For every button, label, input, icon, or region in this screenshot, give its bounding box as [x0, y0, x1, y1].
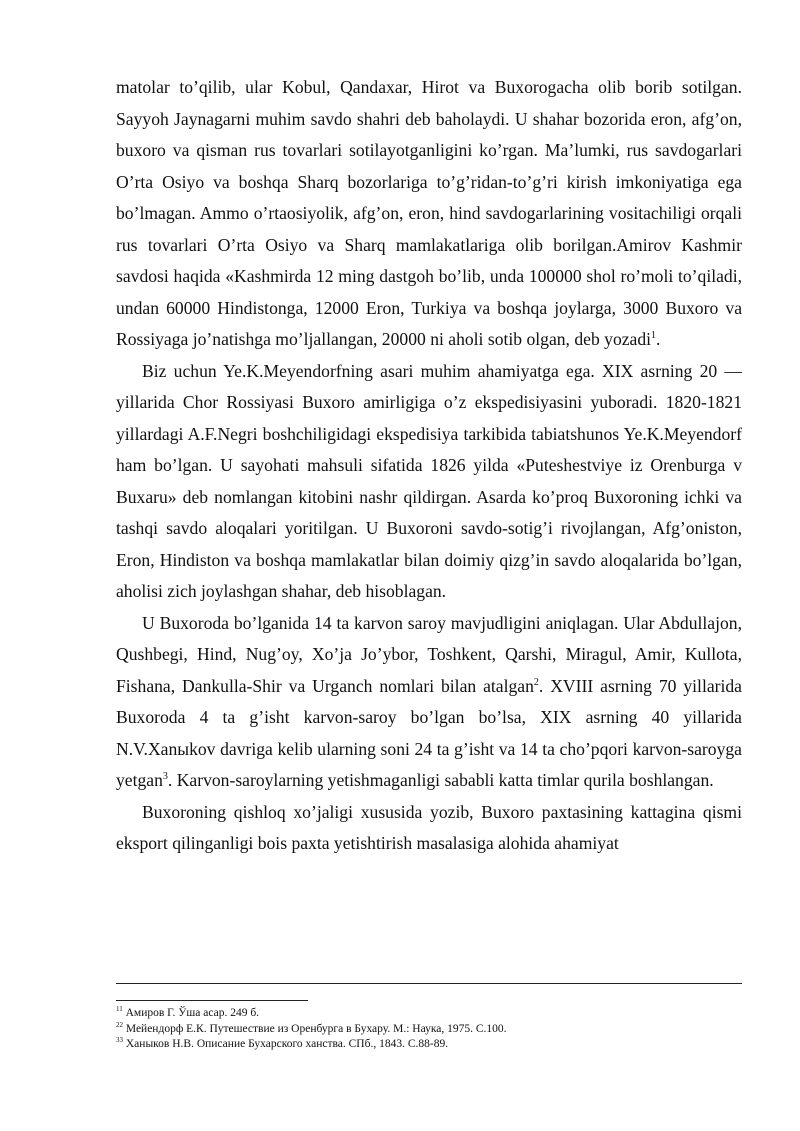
paragraph-1 — [116, 72, 742, 356]
footnote-text: Амиров Г. Ўша асар. 249 б. — [125, 1007, 260, 1019]
body-bottom-rule — [116, 983, 742, 984]
footnote-marker: 33 — [116, 1036, 123, 1045]
paragraph-1-text: matolar to’qilib, ular Kobul, Qandaxar, Hirot va Buxorogacha olib borib sotilgan. Sayyoh Jaynagarni muhim savdo shahri deb baholaydi. U shahar bozorida eron, afg’on, buxoro va qisman rus tovarlari sotilayotganligini ko’rgan. Ma’lumki, rus savdogarlari O’rta Osiyo va boshqa Sharq bozorlariga to’g’ridan-to’g’ri kirish imkoniyatiga ega bo’lmagan. Ammo o’rtaosiyolik, afg’on, eron, hind savdogarlarining vositachiligi orqali rus tovarlari O’rta Osiyo va Sharq mamlakatlariga olib borilgan.Amirov Kashmir savdosi haqida «Kashmirda 12 ming dastgoh bo’lib, unda 100000 shol ro’moli to’qiladi, undan 60000 Hindistonga, 12000 Eron, Turkiya va boshqa joylarga, 3000 Buxoro va Rossiyaga jo’natishga mo’ljallangan, 20000 ni aholi sotib olgan, deb yozadi — [116, 77, 742, 349]
paragraph-3-text-b: . XVIII asrning 70 yillarida Buxoroda 4 ta g’isht karvon-saroy bo’lgan bo’lsa, XIX asrning 40 yillarida N.V.Хаnыkov davriga kelib ularning soni 24 ta g’isht va 14 ta cho’pqori karvon-saroyga yetgan — [116, 675, 742, 790]
footnote-ref-2: 2 — [533, 676, 539, 688]
footnote-ref-1: 1 — [651, 330, 657, 342]
paragraph-4 — [116, 797, 742, 860]
footnote-marker: 22 — [116, 1020, 123, 1029]
footnote-marker: 11 — [116, 1005, 123, 1014]
paragraph-3-text-c: . Karvon-saroylarning yetishmaganligi sababli katta timlar qurila boshlangan. — [167, 770, 714, 790]
paragraph-3 — [116, 608, 742, 797]
footnote-ref-3: 3 — [162, 771, 168, 783]
paragraph-2-text: Biz uchun Ye.K.Meyendorfning asari muhim ahamiyatga ega. XIX asrning 20 —yillarida Chor Rossiyasi Buxoro amirligiga o’z ekspedisiyasini yuboradi. 1820-1821 yillardagi A.F.Negri boshchiligidagi ekspedisiya tarkibida tabiatshunos Ye.K.Meyendorf ham bo’lgan. U sayohati mahsuli sifatida 1826 yilda «Puteshestviye iz Orenburga v Buxaru» deb nomlangan kitobini nashr qildirgan. Asarda ko’proq Buxoroning ichki va tashqi savdo aloqalari yoritilgan. U Buxoroni savdo-sotig’i rivojlangan, Afg’oniston, Eron, Hindiston va boshqa mamlakatlar bilan doimiy qizg’in savdo aloqalarida bo’lgan, aholisi zich joylashgan shahar, deb hisoblagan. — [116, 360, 742, 601]
footnote-1 — [116, 1006, 742, 1022]
footnote-text: Ханыков Н.В. Описание Бухарского ханства. СПб., 1843. С.88-89. — [125, 1038, 449, 1050]
footnote-text: Мейендорф Е.К. Путешествие из Оренбурга в Бухару. М.: Наука, 1975. С.100. — [125, 1022, 507, 1035]
paragraph-4-text: Buxoroning qishloq xo’jaligi xususida yozib, Buxoro paxtasining kattagina qismi eksport qilinganligi bois paxta yetishtirish masalasiga alohida ahamiyat — [116, 801, 742, 853]
paragraph-1-tail: . — [656, 329, 661, 349]
footnote-separator — [116, 1000, 308, 1001]
footnotes — [116, 1006, 742, 1053]
paragraph-3-text-a: U Buxoroda bo’lganida 14 ta karvon saroy mavjudligini aniqlagan. Ular Abdullajon, Qushbegi, Hind, Nug’oy, Xo’ja Jo’ybor, Toshkent, Qarshi, Miragul, Amir, Kullota, Fishana, Dankulla-Shir va Urganch nomlari bilan atalgan — [116, 612, 742, 696]
paragraph-2 — [116, 356, 742, 608]
footnote-2 — [116, 1022, 742, 1038]
footnote-3 — [116, 1037, 742, 1053]
body-text — [116, 72, 742, 860]
